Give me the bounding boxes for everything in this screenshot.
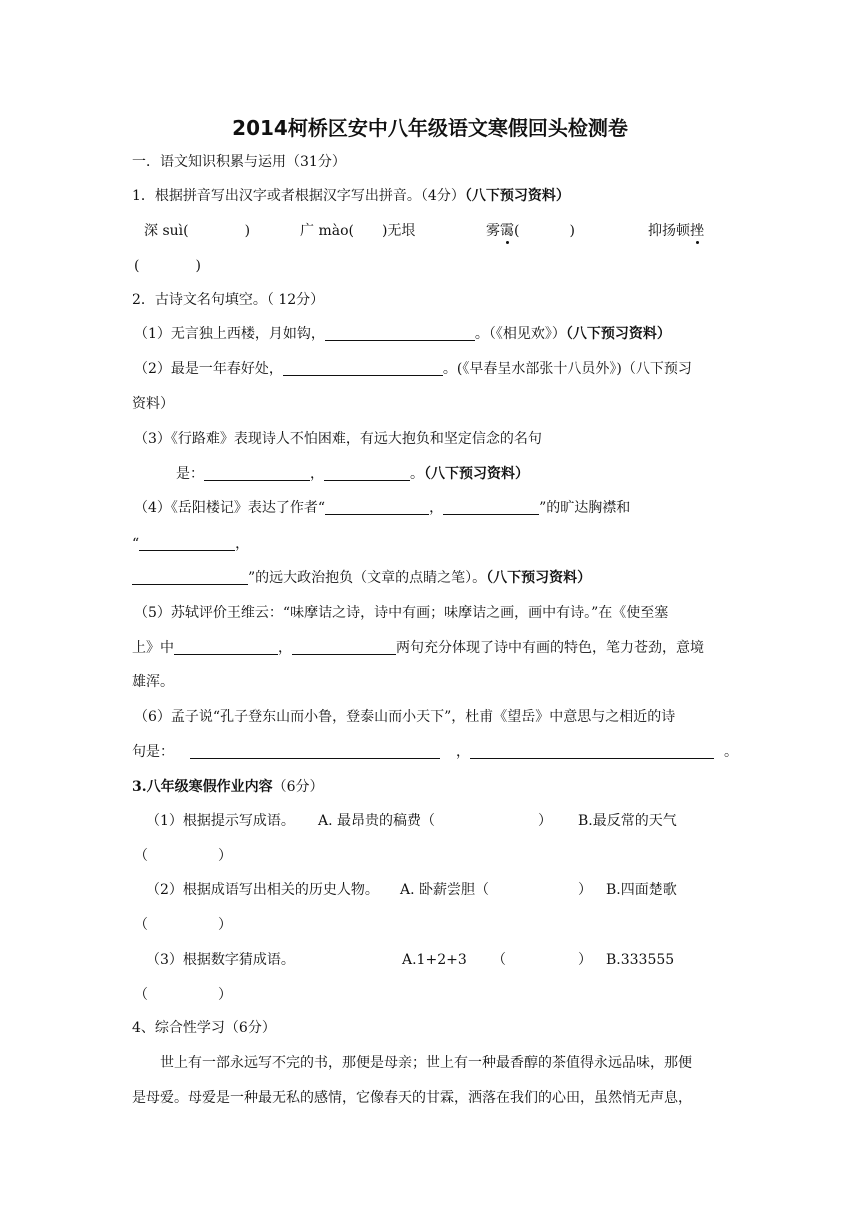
answer-blank[interactable] — [139, 535, 235, 551]
emphasis-char: 挫 — [690, 223, 704, 239]
pinyin-item-b: 广 mào( )无垠 — [300, 223, 416, 239]
idiom-row-3-a: A.1+2+3 — [402, 952, 467, 968]
poem-item-5: （5）苏轼评价王维云：“味摩诘之诗，诗中有画；味摩诘之画，画中有诗。”在《使至塞 — [134, 605, 669, 621]
poem-item-5-cont: 上》中 ， 两句充分体现了诗中有画的特色，笔力苍劲，意境 — [132, 640, 704, 656]
idiom-row-1-a: A. 最昂贵的稿费（ — [318, 813, 436, 829]
idiom-row-3-b: B.333555 — [606, 952, 675, 968]
poem-item-2: （2）最是一年春好处， 。(《早春呈水部张十八员外》)（八下预习 — [134, 361, 692, 377]
answer-blank[interactable] — [283, 360, 443, 376]
idiom-row-3-a-open: （ — [492, 952, 506, 968]
page-title: 2014柯桥区安中八年级语文寒假回头检测卷 — [232, 116, 628, 140]
idiom-row-2: （2）根据成语写出相关的历史人物。 — [146, 882, 379, 898]
preview-tag: （八下预习资料） — [424, 466, 529, 482]
answer-blank[interactable] — [292, 639, 396, 655]
answer-blank[interactable] — [470, 743, 714, 759]
passage-line-2: 是母爱。母爱是一种最无私的感情，它像春天的甘霖，洒落在我们的心田，虽然悄无声息， — [132, 1090, 692, 1106]
poem-item-4-cont: “ ， — [132, 536, 250, 552]
passage-line-1: 世上有一部永远写不完的书，那便是母亲；世上有一种最香醇的茶值得永远品味，那便 — [160, 1055, 692, 1071]
idiom-row-1: （1）根据提示写成语。 — [146, 813, 295, 829]
preview-tag: （八下预习资料） — [565, 326, 671, 342]
poem-item-6: （6）孟子说“孔子登东山而小鲁，登泰山而小天下”，杜甫《望岳》中意思与之相近的诗 — [134, 709, 676, 725]
answer-blank[interactable] — [174, 639, 278, 655]
idiom-row-2-b: B.四面楚歌 — [606, 882, 677, 898]
answer-blank[interactable] — [324, 465, 410, 481]
idiom-row-3-a-close: ） — [578, 952, 592, 968]
idiom-row-2-a-close: ） — [578, 882, 592, 898]
section-heading: 一．语文知识积累与运用（31分） — [132, 154, 346, 170]
poem-item-4: （4）《岳阳楼记》表达了作者“ ， ”的旷达胸襟和 — [134, 500, 631, 516]
question-1-heading: 1．根据拼音写出汉字或者根据汉字写出拼音。（4分）（八下预习资料） — [132, 188, 570, 204]
idiom-row-3-b-answer: （ ） — [134, 987, 232, 1003]
idiom-row-1-b: B.最反常的天气 — [578, 813, 677, 829]
idiom-row-3: （3）根据数字猜成语。 — [146, 952, 295, 968]
idiom-row-2-a: A. 卧薪尝胆（ — [400, 882, 490, 898]
answer-blank[interactable] — [204, 465, 310, 481]
answer-blank[interactable] — [443, 499, 539, 515]
pinyin-item-c: 雾霭( ) — [486, 223, 575, 239]
answer-blank[interactable] — [325, 325, 475, 341]
idiom-row-2-b-answer: （ ） — [134, 917, 232, 933]
pinyin-item-d: 抑扬顿挫 — [648, 223, 704, 239]
poem-item-1: （1）无言独上西楼，月如钩， 。（《相见欢》）（八下预习资料） — [134, 326, 671, 342]
poem-item-5-end: 雄浑。 — [132, 674, 174, 690]
preview-tag: （八下预习资料） — [486, 570, 592, 586]
idiom-row-1-a-close: ） — [538, 813, 552, 829]
poem-item-4-end: ”的远大政治抱负（文章的点睛之笔）。（八下预习资料） — [132, 568, 591, 588]
idiom-row-1-b-answer: （ ） — [134, 848, 232, 864]
answer-blank[interactable] — [190, 743, 440, 759]
question-4-heading: 4、综合性学习（6分） — [132, 1020, 276, 1036]
pinyin-item-a: 深 suì( ) — [144, 223, 251, 239]
emphasis-char: 霭 — [500, 223, 514, 239]
preview-tag: （八下预习资料） — [464, 188, 570, 204]
poem-item-3: （3）《行路难》表现诗人不怕困难，有远大抱负和坚定信念的名句 — [134, 431, 542, 447]
question-2-heading: 2．古诗文名句填空。（ 12分） — [132, 292, 325, 308]
poem-item-6-cont: 句是： ， 。 — [132, 744, 738, 760]
answer-blank[interactable] — [132, 569, 248, 585]
poem-item-2-cont: 资料） — [132, 396, 174, 412]
pinyin-item-d-answer: ( ) — [134, 258, 201, 274]
answer-blank[interactable] — [325, 499, 429, 515]
question-3-heading: 3.八年级寒假作业内容（6分） — [132, 779, 324, 795]
poem-item-3-cont: 是： ， 。（八下预习资料） — [176, 466, 529, 482]
